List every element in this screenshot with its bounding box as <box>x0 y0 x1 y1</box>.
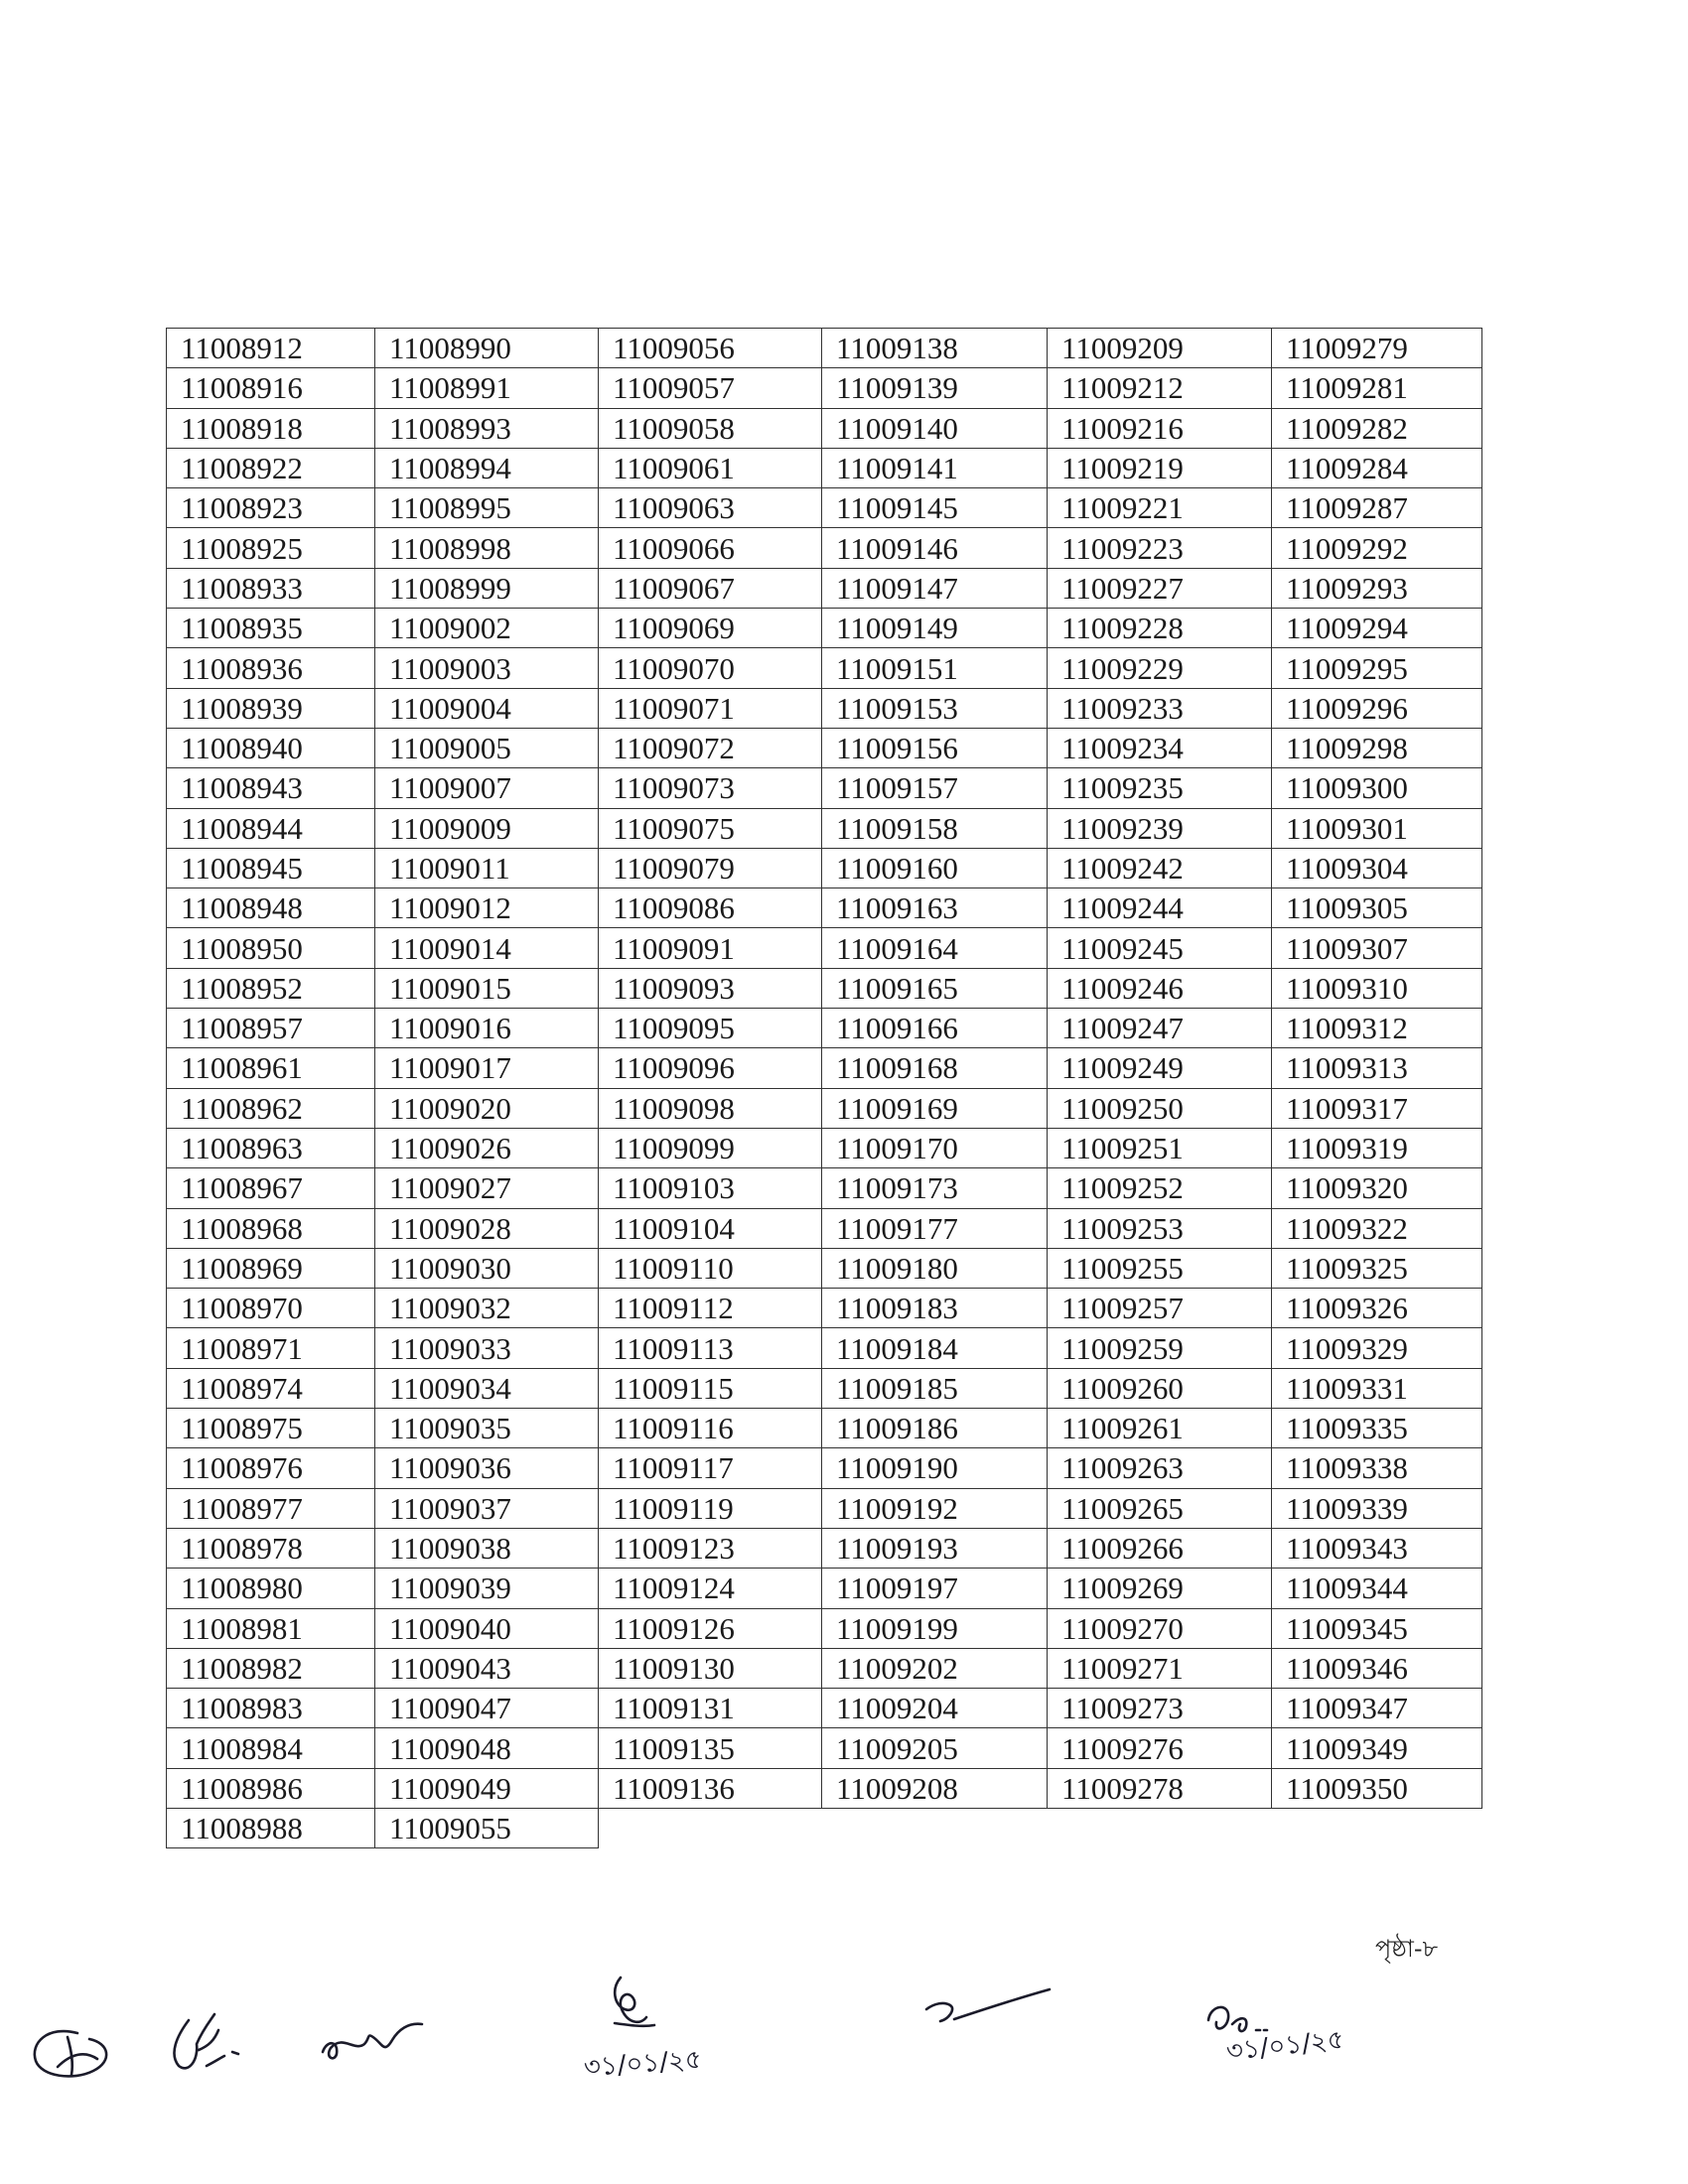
roll-number-cell: 11009038 <box>375 1528 599 1568</box>
roll-number-cell: 11008974 <box>167 1368 375 1408</box>
roll-number-cell: 11009251 <box>1048 1128 1272 1167</box>
table-row <box>167 1808 1482 1847</box>
roll-number-cell: 11009246 <box>1048 968 1272 1008</box>
roll-number-cell: 11009166 <box>822 1009 1048 1048</box>
table-row <box>167 1768 1482 1808</box>
roll-number-cell: 11008981 <box>167 1608 375 1648</box>
roll-number-cell: 11008994 <box>375 448 599 487</box>
roll-number-cell: 11009282 <box>1272 408 1482 448</box>
roll-number-cell: 11008975 <box>167 1409 375 1448</box>
roll-number-cell: 11008957 <box>167 1009 375 1048</box>
roll-number-cell: 11009116 <box>599 1409 822 1448</box>
roll-number-cell: 11009055 <box>375 1808 599 1847</box>
roll-number-cell: 11009329 <box>1272 1328 1482 1368</box>
table-row <box>167 1009 1482 1048</box>
roll-number-cell: 11009086 <box>599 888 822 928</box>
roll-number-cell: 11009263 <box>1048 1448 1272 1488</box>
roll-number-cell: 11009276 <box>1048 1728 1272 1768</box>
roll-number-cell: 11009139 <box>822 368 1048 408</box>
roll-number-cell: 11009185 <box>822 1368 1048 1408</box>
roll-number-cell: 11009346 <box>1272 1648 1482 1688</box>
roll-number-cell: 11009131 <box>599 1689 822 1728</box>
roll-number-cell: 11009067 <box>599 568 822 608</box>
roll-number-cell: 11008948 <box>167 888 375 928</box>
roll-number-cell: 11009253 <box>1048 1208 1272 1248</box>
roll-number-cell: 11008940 <box>167 728 375 767</box>
roll-number-cell: 11009048 <box>375 1728 599 1768</box>
roll-number-cell: 11009273 <box>1048 1689 1272 1728</box>
roll-number-cell: 11009110 <box>599 1248 822 1288</box>
roll-number-cell: 11009245 <box>1048 928 1272 968</box>
roll-number-cell: 11009271 <box>1048 1648 1272 1688</box>
roll-number-cell: 11009123 <box>599 1528 822 1568</box>
roll-number-cell: 11009072 <box>599 728 822 767</box>
roll-number-cell: 11009205 <box>822 1728 1048 1768</box>
roll-number-cell: 11009212 <box>1048 368 1272 408</box>
roll-number-cell: 11008922 <box>167 448 375 487</box>
roll-number-cell: 11009257 <box>1048 1289 1272 1328</box>
roll-number-cell: 11008933 <box>167 568 375 608</box>
roll-number-cell: 11009026 <box>375 1128 599 1167</box>
roll-number-cell: 11009015 <box>375 968 599 1008</box>
roll-number-cell: 11009027 <box>375 1168 599 1208</box>
roll-number-cell: 11009313 <box>1272 1048 1482 1088</box>
table-row <box>167 728 1482 767</box>
roll-number-cell: 11009058 <box>599 408 822 448</box>
table-row <box>167 609 1482 648</box>
roll-number-cell: 11009113 <box>599 1328 822 1368</box>
roll-number-cell: 11009104 <box>599 1208 822 1248</box>
roll-number-cell: 11009265 <box>1048 1488 1272 1528</box>
roll-number-cell: 11009208 <box>822 1768 1048 1808</box>
roll-number-cell: 11009343 <box>1272 1528 1482 1568</box>
roll-number-cell: 11009298 <box>1272 728 1482 767</box>
roll-number-cell: 11009020 <box>375 1088 599 1128</box>
roll-number-cell: 11008952 <box>167 968 375 1008</box>
roll-number-cell: 11009279 <box>1272 329 1482 368</box>
roll-number-cell: 11009305 <box>1272 888 1482 928</box>
table-row <box>167 848 1482 887</box>
roll-number-cell: 11009033 <box>375 1328 599 1368</box>
roll-number-cell: 11009293 <box>1272 568 1482 608</box>
table-row <box>167 1689 1482 1728</box>
roll-number-cell: 11008916 <box>167 368 375 408</box>
table-row <box>167 928 1482 968</box>
table-row <box>167 1128 1482 1167</box>
roll-number-cell: 11008971 <box>167 1328 375 1368</box>
roll-number-table <box>166 328 1482 1848</box>
roll-number-cell: 11009344 <box>1272 1569 1482 1608</box>
roll-number-cell: 11009138 <box>822 329 1048 368</box>
roll-number-cell: 11008990 <box>375 329 599 368</box>
empty-cell <box>822 1808 1048 1847</box>
table-row <box>167 968 1482 1008</box>
roll-number-cell: 11009284 <box>1272 448 1482 487</box>
table-row <box>167 1248 1482 1288</box>
roll-number-cell: 11009261 <box>1048 1409 1272 1448</box>
table-row <box>167 1488 1482 1528</box>
roll-number-cell: 11009300 <box>1272 768 1482 808</box>
roll-number-cell: 11009350 <box>1272 1768 1482 1808</box>
roll-number-cell: 11008991 <box>375 368 599 408</box>
roll-number-cell: 11009278 <box>1048 1768 1272 1808</box>
roll-number-cell: 11009047 <box>375 1689 599 1728</box>
roll-number-cell: 11009009 <box>375 808 599 848</box>
roll-number-cell: 11009259 <box>1048 1328 1272 1368</box>
roll-number-cell: 11009294 <box>1272 609 1482 648</box>
roll-number-cell: 11009244 <box>1048 888 1272 928</box>
roll-number-cell: 11009005 <box>375 728 599 767</box>
roll-number-cell: 11009156 <box>822 728 1048 767</box>
roll-number-cell: 11009247 <box>1048 1009 1272 1048</box>
roll-number-cell: 11009157 <box>822 768 1048 808</box>
roll-number-cell: 11009235 <box>1048 768 1272 808</box>
roll-number-cell: 11009146 <box>822 528 1048 568</box>
empty-cell <box>1048 1808 1272 1847</box>
roll-number-cell: 11009007 <box>375 768 599 808</box>
roll-number-cell: 11008995 <box>375 488 599 528</box>
roll-number-cell: 11009310 <box>1272 968 1482 1008</box>
roll-number-cell: 11009057 <box>599 368 822 408</box>
roll-number-cell: 11009221 <box>1048 488 1272 528</box>
roll-number-cell: 11009003 <box>375 648 599 688</box>
signature-5 <box>918 1985 1057 2035</box>
roll-number-cell: 11009204 <box>822 1689 1048 1728</box>
roll-number-cell: 11009252 <box>1048 1168 1272 1208</box>
table-row <box>167 1368 1482 1408</box>
roll-number-cell: 11009032 <box>375 1289 599 1328</box>
roll-number-cell: 11009095 <box>599 1009 822 1048</box>
roll-number-cell: 11009012 <box>375 888 599 928</box>
roll-number-cell: 11009260 <box>1048 1368 1272 1408</box>
roll-number-cell: 11009124 <box>599 1569 822 1608</box>
roll-number-cell: 11009017 <box>375 1048 599 1088</box>
roll-number-cell: 11009250 <box>1048 1088 1272 1128</box>
roll-number-cell: 11009199 <box>822 1608 1048 1648</box>
roll-number-cell: 11008939 <box>167 688 375 728</box>
table-row <box>167 1608 1482 1648</box>
roll-number-cell: 11009070 <box>599 648 822 688</box>
table-row <box>167 488 1482 528</box>
roll-number-cell: 11009036 <box>375 1448 599 1488</box>
roll-number-cell: 11008944 <box>167 808 375 848</box>
roll-number-cell: 11009136 <box>599 1768 822 1808</box>
roll-number-cell: 11009061 <box>599 448 822 487</box>
table-row <box>167 568 1482 608</box>
roll-number-cell: 11009326 <box>1272 1289 1482 1328</box>
roll-number-cell: 11009066 <box>599 528 822 568</box>
table-row <box>167 368 1482 408</box>
roll-number-cell: 11009322 <box>1272 1208 1482 1248</box>
roll-number-cell: 11009030 <box>375 1248 599 1288</box>
roll-number-cell: 11009325 <box>1272 1248 1482 1288</box>
roll-number-cell: 11009164 <box>822 928 1048 968</box>
roll-number-cell: 11009234 <box>1048 728 1272 767</box>
roll-number-cell: 11008977 <box>167 1488 375 1528</box>
roll-number-cell: 11008999 <box>375 568 599 608</box>
roll-number-cell: 11009228 <box>1048 609 1272 648</box>
table-row <box>167 528 1482 568</box>
table-row <box>167 1088 1482 1128</box>
roll-number-cell: 11009239 <box>1048 808 1272 848</box>
roll-number-cell: 11008945 <box>167 848 375 887</box>
roll-number-cell: 11008998 <box>375 528 599 568</box>
roll-number-cell: 11009173 <box>822 1168 1048 1208</box>
roll-number-cell: 11009295 <box>1272 648 1482 688</box>
signature-3 <box>313 2000 432 2070</box>
roll-number-cell: 11009281 <box>1272 368 1482 408</box>
roll-number-cell: 11009317 <box>1272 1088 1482 1128</box>
roll-number-cell: 11009039 <box>375 1569 599 1608</box>
roll-number-cell: 11009270 <box>1048 1608 1272 1648</box>
roll-number-cell: 11009229 <box>1048 648 1272 688</box>
roll-number-cell: 11009071 <box>599 688 822 728</box>
roll-number-cell: 11008984 <box>167 1728 375 1768</box>
roll-number-cell: 11009075 <box>599 808 822 848</box>
roll-number-cell: 11009301 <box>1272 808 1482 848</box>
roll-number-cell: 11008970 <box>167 1289 375 1328</box>
table-row <box>167 1528 1482 1568</box>
roll-number-cell: 11009145 <box>822 488 1048 528</box>
roll-number-cell: 11009115 <box>599 1368 822 1408</box>
table-row <box>167 1048 1482 1088</box>
roll-number-cell: 11009170 <box>822 1128 1048 1167</box>
roll-number-cell: 11008925 <box>167 528 375 568</box>
roll-number-cell: 11009266 <box>1048 1528 1272 1568</box>
roll-number-cell: 11009180 <box>822 1248 1048 1288</box>
roll-number-cell: 11009345 <box>1272 1608 1482 1648</box>
roll-number-cell: 11009269 <box>1048 1569 1272 1608</box>
table-row <box>167 408 1482 448</box>
table-row <box>167 1409 1482 1448</box>
table-row <box>167 688 1482 728</box>
page-number-label: পৃষ্ঠা-৮ <box>1375 1935 1439 1963</box>
roll-number-cell: 11008978 <box>167 1528 375 1568</box>
roll-number-cell: 11009219 <box>1048 448 1272 487</box>
roll-number-cell: 11009016 <box>375 1009 599 1048</box>
table-row <box>167 448 1482 487</box>
roll-number-cell: 11008969 <box>167 1248 375 1288</box>
roll-number-cell: 11009004 <box>375 688 599 728</box>
table-row <box>167 1648 1482 1688</box>
empty-cell <box>599 1808 822 1847</box>
roll-number-cell: 11008935 <box>167 609 375 648</box>
table-row <box>167 648 1482 688</box>
roll-number-cell: 11009158 <box>822 808 1048 848</box>
roll-number-cell: 11009296 <box>1272 688 1482 728</box>
roll-number-cell: 11009093 <box>599 968 822 1008</box>
roll-number-cell: 11008982 <box>167 1648 375 1688</box>
roll-number-cell: 11008962 <box>167 1088 375 1128</box>
table-row <box>167 768 1482 808</box>
roll-number-cell: 11009202 <box>822 1648 1048 1688</box>
table-row <box>167 1728 1482 1768</box>
roll-number-cell: 11009130 <box>599 1648 822 1688</box>
roll-number-cell: 11009073 <box>599 768 822 808</box>
roll-number-cell: 11009040 <box>375 1608 599 1648</box>
roll-number-cell: 11009339 <box>1272 1488 1482 1528</box>
roll-number-cell: 11009319 <box>1272 1128 1482 1167</box>
roll-number-cell: 11009149 <box>822 609 1048 648</box>
table-row <box>167 888 1482 928</box>
table-row <box>167 1448 1482 1488</box>
roll-number-cell: 11009028 <box>375 1208 599 1248</box>
roll-number-cell: 11009347 <box>1272 1689 1482 1728</box>
roll-number-cell: 11009292 <box>1272 528 1482 568</box>
roll-number-cell: 11009183 <box>822 1289 1048 1328</box>
roll-number-cell: 11009312 <box>1272 1009 1482 1048</box>
roll-number-cell: 11009163 <box>822 888 1048 928</box>
roll-number-cell: 11009223 <box>1048 528 1272 568</box>
roll-number-cell: 11009338 <box>1272 1448 1482 1488</box>
roll-number-cell: 11009320 <box>1272 1168 1482 1208</box>
roll-number-cell: 11008961 <box>167 1048 375 1088</box>
roll-number-cell: 11009119 <box>599 1488 822 1528</box>
roll-number-cell: 11009002 <box>375 609 599 648</box>
roll-number-cell: 11008980 <box>167 1569 375 1608</box>
roll-number-cell: 11009197 <box>822 1569 1048 1608</box>
roll-number-cell: 11009069 <box>599 609 822 648</box>
roll-number-cell: 11009165 <box>822 968 1048 1008</box>
roll-number-cell: 11008968 <box>167 1208 375 1248</box>
roll-number-cell: 11009184 <box>822 1328 1048 1368</box>
roll-number-cell: 11009079 <box>599 848 822 887</box>
roll-number-cell: 11009193 <box>822 1528 1048 1568</box>
signature-1 <box>28 2015 127 2085</box>
roll-number-cell: 11008976 <box>167 1448 375 1488</box>
table-row <box>167 808 1482 848</box>
roll-number-cell: 11009091 <box>599 928 822 968</box>
roll-number-cell: 11008923 <box>167 488 375 528</box>
roll-number-cell: 11009096 <box>599 1048 822 1088</box>
roll-number-cell: 11009192 <box>822 1488 1048 1528</box>
table-row <box>167 1168 1482 1208</box>
roll-number-cell: 11008950 <box>167 928 375 968</box>
roll-number-cell: 11008988 <box>167 1808 375 1847</box>
roll-number-cell: 11009063 <box>599 488 822 528</box>
table-row <box>167 1289 1482 1328</box>
roll-number-cell: 11009151 <box>822 648 1048 688</box>
signature-4-date: ৩১/০১/২৫ <box>583 2044 703 2084</box>
roll-number-cell: 11009099 <box>599 1128 822 1167</box>
roll-number-cell: 11008983 <box>167 1689 375 1728</box>
roll-number-cell: 11009169 <box>822 1088 1048 1128</box>
roll-number-cell: 11008963 <box>167 1128 375 1167</box>
roll-number-cell: 11009287 <box>1272 488 1482 528</box>
roll-number-cell: 11009255 <box>1048 1248 1272 1288</box>
roll-number-cell: 11009049 <box>375 1768 599 1808</box>
roll-number-cell: 11009056 <box>599 329 822 368</box>
roll-number-cell: 11009117 <box>599 1448 822 1488</box>
roll-number-cell: 11009035 <box>375 1409 599 1448</box>
roll-number-cell: 11008967 <box>167 1168 375 1208</box>
roll-number-cell: 11008912 <box>167 329 375 368</box>
table-row <box>167 1208 1482 1248</box>
roll-number-cell: 11009098 <box>599 1088 822 1128</box>
roll-number-cell: 11009160 <box>822 848 1048 887</box>
roll-number-cell: 11009140 <box>822 408 1048 448</box>
roll-number-cell: 11009190 <box>822 1448 1048 1488</box>
roll-number-cell: 11009014 <box>375 928 599 968</box>
roll-number-cell: 11009153 <box>822 688 1048 728</box>
roll-number-cell: 11009168 <box>822 1048 1048 1088</box>
roll-number-cell: 11009103 <box>599 1168 822 1208</box>
empty-cell <box>1272 1808 1482 1847</box>
roll-number-cell: 11009043 <box>375 1648 599 1688</box>
roll-number-cell: 11009233 <box>1048 688 1272 728</box>
roll-number-cell: 11009331 <box>1272 1368 1482 1408</box>
roll-number-cell: 11009209 <box>1048 329 1272 368</box>
roll-number-cell: 11009177 <box>822 1208 1048 1248</box>
signature-2 <box>159 2000 253 2080</box>
roll-number-cell: 11009242 <box>1048 848 1272 887</box>
roll-number-cell: 11009112 <box>599 1289 822 1328</box>
roll-number-cell: 11009141 <box>822 448 1048 487</box>
roll-number-cell: 11009037 <box>375 1488 599 1528</box>
table-row <box>167 1328 1482 1368</box>
roll-number-cell: 11008936 <box>167 648 375 688</box>
roll-number-cell: 11009249 <box>1048 1048 1272 1088</box>
roll-number-cell: 11009135 <box>599 1728 822 1768</box>
roll-number-cell: 11009034 <box>375 1368 599 1408</box>
table-row <box>167 1569 1482 1608</box>
roll-number-cell: 11008943 <box>167 768 375 808</box>
roll-number-cell: 11009304 <box>1272 848 1482 887</box>
roll-number-cell: 11009307 <box>1272 928 1482 968</box>
roll-number-cell: 11009227 <box>1048 568 1272 608</box>
roll-number-cell: 11008986 <box>167 1768 375 1808</box>
table-row <box>167 329 1482 368</box>
roll-number-cell: 11009011 <box>375 848 599 887</box>
signature-6-date: ৩১/০১/২৫ <box>1224 2024 1345 2068</box>
roll-number-cell: 11009216 <box>1048 408 1272 448</box>
roll-number-cell: 11008993 <box>375 408 599 448</box>
roll-number-cell: 11008918 <box>167 408 375 448</box>
roll-number-cell: 11009186 <box>822 1409 1048 1448</box>
roll-number-cell: 11009147 <box>822 568 1048 608</box>
roll-number-cell: 11009349 <box>1272 1728 1482 1768</box>
roll-number-cell: 11009126 <box>599 1608 822 1648</box>
roll-number-cell: 11009335 <box>1272 1409 1482 1448</box>
